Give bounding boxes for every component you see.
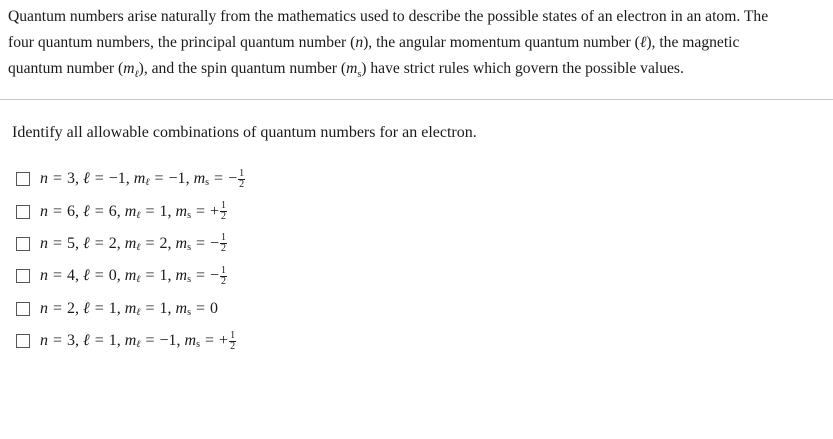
intro-line-1: Quantum numbers arise naturally from the mathematics used to describe the possible states of an electron in an atom. The [8, 8, 769, 25]
ms-numerator: 1 [221, 232, 227, 244]
ms-numerator: 1 [221, 200, 227, 212]
ms-denominator: 2 [239, 178, 245, 190]
section-divider [0, 99, 833, 100]
l-value: 1 [108, 299, 117, 317]
answer-options [16, 163, 245, 357]
ml-value: 1 [159, 267, 168, 285]
option-expression: n = 5 , ℓ = 2 , m ℓ = 2 , m s = − $\frac{1}{2}$ [40, 232, 227, 255]
ml-value: 1 [159, 299, 168, 317]
intro-line-3: quantum number $(m_\ell)$, and the spin quantum number $(m_s)$ have strict rules which govern the possible values. [8, 60, 684, 80]
option-checkbox[interactable] [16, 172, 30, 186]
answer-option[interactable] [16, 228, 245, 260]
answer-option[interactable] [16, 260, 245, 292]
l-value: 1 [108, 332, 117, 350]
ms-numerator: 1 [221, 264, 227, 276]
n-value: 6 [67, 202, 76, 220]
option-expression: n = 2 , ℓ = 1 , m ℓ = 1 , m s = 0 [40, 299, 218, 318]
ms-sign: − [228, 170, 238, 188]
ms-sign: − [210, 234, 220, 252]
ms-fraction [220, 201, 227, 222]
option-checkbox[interactable] [16, 205, 30, 219]
n-value: 4 [67, 267, 76, 285]
option-expression: n = 3 , ℓ = −1 , m ℓ = −1 , m s = − $\frac{1}{2}$ [40, 167, 245, 190]
answer-option[interactable] [16, 195, 245, 227]
n-value: 3 [67, 170, 76, 188]
ml-value: −1 [159, 332, 177, 350]
ms-denominator: 2 [221, 275, 227, 287]
n-value: 5 [67, 234, 76, 252]
ms-numerator: 1 [230, 329, 236, 341]
ml-value: 2 [159, 234, 168, 252]
ms-numerator: 1 [239, 167, 245, 179]
l-value: 0 [108, 267, 117, 285]
l-value: 6 [108, 202, 117, 220]
answer-option[interactable] [16, 293, 245, 325]
option-checkbox[interactable] [16, 237, 30, 251]
ms-sign: − [210, 267, 220, 285]
n-value: 3 [67, 332, 76, 350]
option-checkbox[interactable] [16, 334, 30, 348]
ms-sign: + [219, 332, 229, 350]
ml-value: 1 [159, 202, 168, 220]
option-checkbox[interactable] [16, 269, 30, 283]
ms-sign: + [210, 202, 220, 220]
option-expression: n = 4 , ℓ = 0 , m ℓ = 1 , m s = − $\frac{1}{2}$ [40, 264, 227, 287]
ms-denominator: 2 [221, 211, 227, 223]
l-value: 2 [108, 234, 117, 252]
ml-value: −1 [168, 170, 186, 188]
option-expression: n = 3 , ℓ = 1 , m ℓ = −1 , m s = + $\frac{1}{2}$ [40, 329, 236, 352]
ms-fraction [220, 233, 227, 254]
l-value: −1 [108, 170, 126, 188]
answer-option[interactable] [16, 325, 245, 357]
ms-fraction [229, 331, 236, 352]
ms-denominator: 2 [230, 340, 236, 352]
ms-fraction [238, 169, 245, 190]
ms-fraction [220, 266, 227, 287]
option-expression: n = 6 , ℓ = 6 , m ℓ = 1 , m s = + $\frac{1}{2}$ [40, 200, 227, 223]
question-prompt: Identify all allowable combinations of quantum numbers for an electron. [12, 124, 477, 141]
n-value: 2 [67, 299, 76, 317]
ms-denominator: 2 [221, 243, 227, 255]
answer-option[interactable] [16, 163, 245, 195]
question-intro [8, 4, 833, 82]
ms-sign: 0 [210, 299, 218, 317]
option-checkbox[interactable] [16, 302, 30, 316]
intro-line-2: four quantum numbers, the principal quantum number (n), the angular momentum quantum number (ℓ), the magnetic [8, 34, 740, 51]
